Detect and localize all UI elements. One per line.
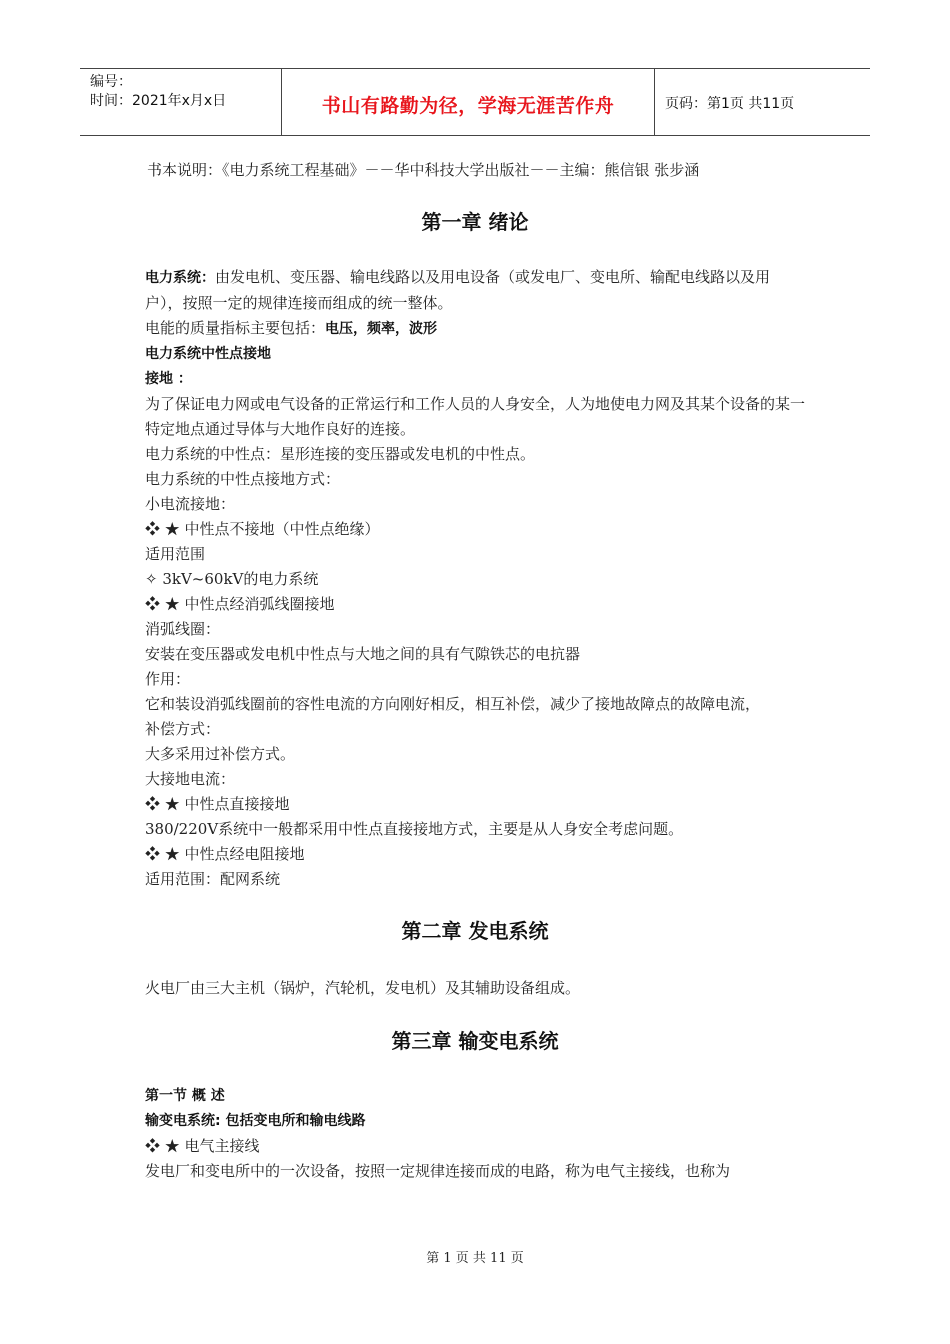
chapter1-line: 安装在变压器或发电机中性点与大地之间的具有气隙铁芯的电抗器 — [145, 645, 581, 663]
chapter1-line: 补偿方式： — [145, 720, 221, 738]
chapter1-bullet: ❖ ★ 中性点直接接地 — [145, 795, 290, 813]
chapter1-line: 电力系统的中性点：星形连接的变压器或发电机的中性点。 — [145, 445, 536, 463]
book-note: 书本说明：《电力系统工程基础》－－华中科技大学出版社－－主编：熊信银 张步涵 — [147, 161, 700, 179]
definition-term: 电力系统： — [145, 270, 215, 286]
page-header — [80, 68, 870, 136]
chapter2-title: 第二章 发电系统 — [401, 919, 549, 943]
neutral-grounding-heading: 电力系统中性点接地 — [145, 346, 271, 362]
quality-line — [145, 316, 805, 342]
quality-items: 电压，频率，波形 — [325, 321, 438, 337]
chapter1-bullet: ❖ ★ 中性点不接地（中性点绝缘） — [145, 520, 380, 538]
chapter1-line: 适用范围 — [145, 545, 206, 563]
chapter3-text: 发电厂和变电所中的一次设备，按照一定规律连接而成的电路，称为电气主接线，也称为 — [145, 1162, 731, 1180]
chapter1-line: 小电流接地： — [145, 495, 236, 513]
chapter1-line: 为了保证电力网或电气设备的正常运行和工作人员的人身安全，人为地使电力网及其某个设备的某一特定地点通过导体与大地作良好的连接。 — [145, 395, 806, 438]
chapter1-line: 适用范围：配网系统 — [145, 870, 281, 888]
section-heading: 第一节 概 述 — [145, 1088, 225, 1104]
time-label: 时间：2021年x月x日 — [90, 93, 227, 109]
number-label: 编号： — [90, 74, 132, 90]
page-footer: 第 1 页 共 11 页 — [426, 1251, 524, 1266]
document-body — [145, 158, 805, 1184]
chapter1-title: 第一章 绪论 — [421, 210, 529, 234]
chapter1-line: 它和装设消弧线圈前的容性电流的方向刚好相反，相互补偿，减少了接地故障点的故障电流， — [145, 695, 761, 713]
power-system-definition — [145, 265, 805, 316]
chapter3-title: 第三章 输变电系统 — [391, 1029, 559, 1053]
quality-prefix: 电能的质量指标主要包括： — [145, 319, 326, 337]
chapter1-line: 消弧线圈： — [145, 620, 221, 638]
grounding-heading: 接地 ： — [145, 371, 192, 387]
definition-text: 由发电机、变压器、输电线路以及用电设备（或发电厂、变电所、输配电线路以及用户），按照一定的规律连接而组成的统一整体。 — [145, 268, 771, 312]
chapter3-bullet: ❖ ★ 电气主接线 — [145, 1137, 260, 1155]
chapter1-line: 电力系统的中性点接地方式： — [145, 470, 341, 488]
header-motto: 书山有路勤为径，学海无涯苦作舟 — [282, 69, 655, 135]
chapter1-line: 大接地电流： — [145, 770, 236, 788]
chapter1-bullet: ✧ 3kV~60kV的电力系统 — [145, 570, 319, 588]
chapter2-text: 火电厂由三大主机（锅炉，汽轮机，发电机）及其辅助设备组成。 — [145, 979, 581, 997]
chapter1-line: 作用： — [145, 670, 191, 688]
chapter1-bullet: ❖ ★ 中性点经电阻接地 — [145, 845, 305, 863]
header-page-label: 页码：第1页 共11页 — [665, 96, 795, 112]
chapter1-bullet: ❖ ★ 中性点经消弧线圈接地 — [145, 595, 335, 613]
chapter1-line: 大多采用过补偿方式。 — [145, 745, 296, 763]
chapter1-line: 380/220V系统中一般都采用中性点直接接地方式，主要是从人身安全考虑问题。 — [145, 820, 684, 838]
section-subheading: 输变电系统: 包括变电所和输电线路 — [145, 1113, 366, 1129]
header-meta — [80, 69, 282, 135]
